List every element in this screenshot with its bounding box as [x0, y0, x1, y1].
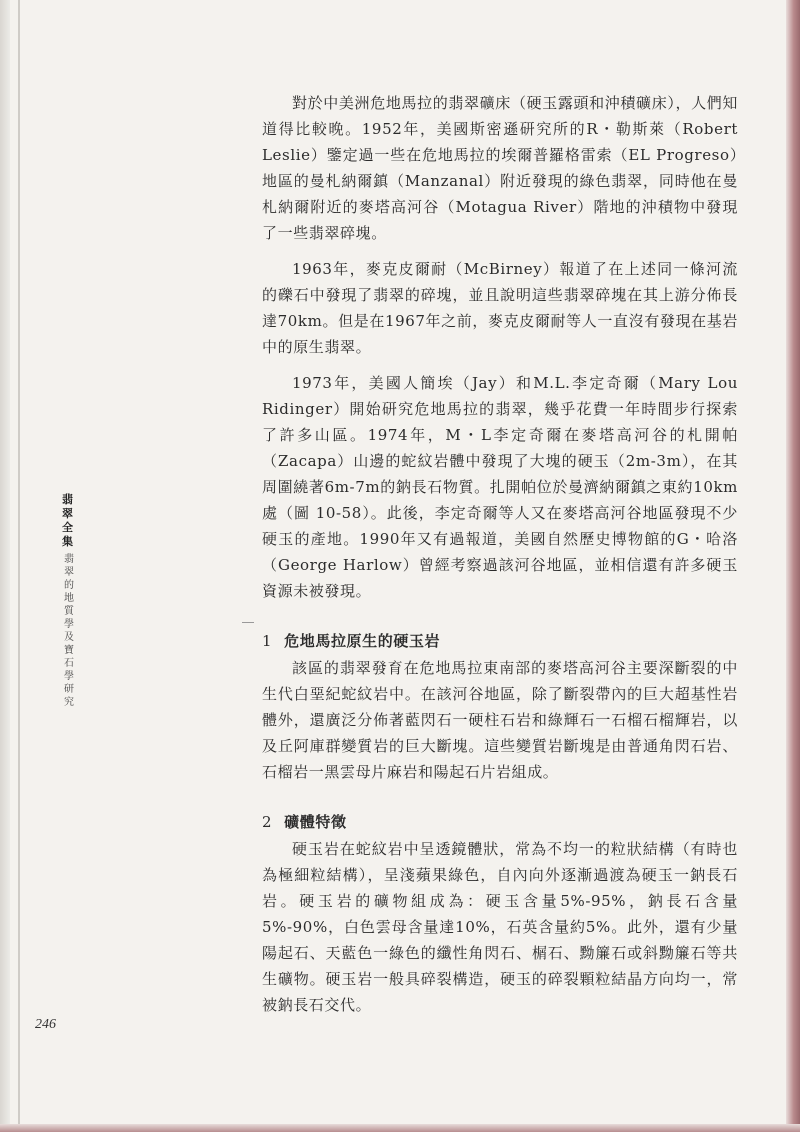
section-heading-2 [262, 811, 738, 832]
main-text-column [262, 90, 738, 1028]
heading-marker [242, 622, 254, 623]
section-number-2: 2 [262, 813, 273, 831]
section-title-2: 礦體特徵 [284, 813, 347, 831]
side-book-title: 翡翠全集 [62, 493, 73, 548]
section-heading-1 [262, 630, 738, 651]
paragraph-history-1973: 1973年，美國人簡埃（Jay）和M.L.李定奇爾（Mary Lou Ridinger）開始研究危地馬拉的翡翠，幾乎花費一年時間步行探索了許多山區。1974年，M・L李定奇爾在麥塔高河谷的札開帕（Zacapa）山邊的蛇紋岩體中發現了大塊的硬玉（2m-3m），在其周圍繞著6m-7m的鈉長石物質。扎開帕位於曼濟納爾鎮之東約10km處（圖 10-58）。此後，李定奇爾等人又在麥塔高河谷地區發現不少硬玉的產地。1990年又有過報道，美國自然歷史博物館的G・哈洛（George Harlow）曾經考察過該河谷地區，並相信還有許多硬玉資源未被發現。 [262, 374, 738, 600]
section-title-1: 危地馬拉原生的硬玉岩 [284, 632, 441, 650]
section-body-1: 該區的翡翠發育在危地馬拉東南部的麥塔高河谷主要深斷裂的中生代白堊紀蛇紋岩中。在該河谷地區，除了斷裂帶內的巨大超基性岩體外，還廣泛分佈著藍閃石一硬柱石岩和綠輝石一石榴石榴輝岩，以及丘阿庫群變質岩的巨大斷塊。這些變質岩斷塊是由普通角閃石岩、石榴岩一黑雲母片麻岩和陽起石片岩組成。 [262, 659, 738, 781]
section-number-1: 1 [262, 632, 273, 650]
page-number: 246 [35, 1017, 56, 1032]
paragraph-history-1963: 1963年，麥克皮爾耐（McBirney）報道了在上述同一條河流的礫石中發現了翡翠的碎塊，並且說明這些翡翠碎塊在其上游分佈長達70km。但是在1967年之前，麥克皮爾耐等人一直沒有發現在基岩中的原生翡翠。 [262, 260, 738, 356]
section-body-2: 硬玉岩在蛇紋岩中呈透鏡體狀，常為不均一的粒狀結構（有時也為極細粒結構），呈淺蘋果綠色，自內向外逐漸過渡為硬玉一鈉長石岩。硬玉岩的礦物組成為：硬玉含量5%-95%，鈉長石含量5%-90%，白色雲母含量達10%，石英含量約5%。此外，還有少量陽起石、天藍色一綠色的纖性角閃石、榍石、黝簾石或斜黝簾石等共生礦物。硬玉岩一般具碎裂構造，硬玉的碎裂顆粒結晶方向均一，常被鈉長石交代。 [262, 840, 738, 1014]
paragraph-history-1952: 對於中美洲危地馬拉的翡翠礦床（硬玉露頭和沖積礦床），人們知道得比較晚。1952年，美國斯密遜研究所的R・勒斯萊（Robert Leslie）鑒定過一些在危地馬拉的埃爾普羅格雷索（EL Progreso）地區的曼札納爾鎮（Manzanal）附近發現的綠色翡翠，同時他在曼札納爾附近的麥塔高河谷（Motagua River）階地的沖積物中發現了一些翡翠碎塊。 [262, 94, 738, 242]
page-edge-bottom [0, 1124, 800, 1132]
book-spine [0, 0, 10, 1132]
spine-fold-line [18, 0, 20, 1132]
side-chapter-title: 翡翠的地質學及寶石學研究 [64, 554, 74, 708]
page-edge-right [786, 0, 800, 1132]
